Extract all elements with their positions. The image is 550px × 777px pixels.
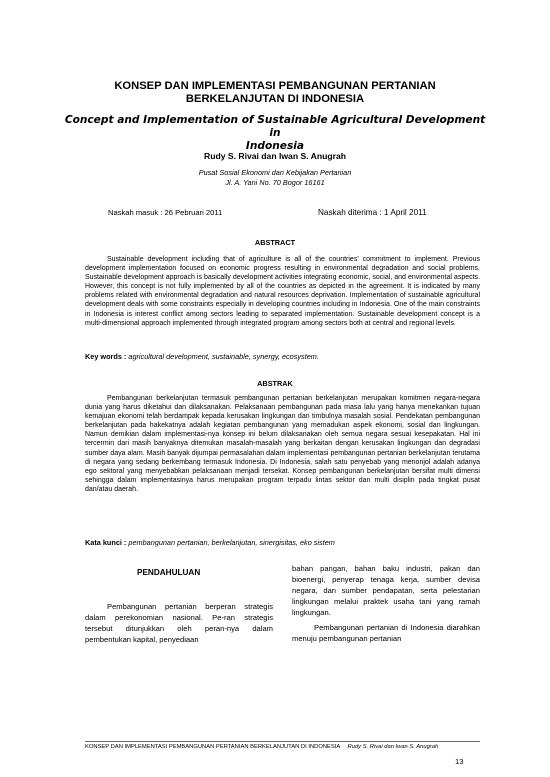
affiliation-line-1: Pusat Sosial Ekonomi dan Kebijakan Pertanian [198, 168, 352, 177]
abstrak-text [85, 394, 480, 494]
abstract-keywords [85, 352, 485, 361]
article-subtitle [60, 114, 490, 153]
article-subtitle-line-2: Indonesia [245, 140, 305, 152]
keywords-label: Key words : [85, 352, 127, 361]
received-date: Naskah masuk : 26 Pebruari 2011 [108, 208, 223, 217]
abstract-text [85, 255, 480, 328]
footer-author: Rudy S. Rivai dan Iwan S. Anugrah [347, 744, 439, 750]
kata-kunci-value: pembangunan pertanian, berkelanjutan, sinergisitas, eko sistem [128, 538, 335, 547]
intro-right-paragraph-1: bahan pangan, bahan baku industri, pakan dan bioenergi, penyerap tenaga kerja, sumber devisa negara, dan sumber pendapatan, serta pelestarian lingkungan melalui praktek usaha tani yang ramah lingkungan. [292, 564, 480, 617]
affiliation [60, 168, 490, 188]
abstrak-keywords [85, 538, 485, 547]
article-title-line-2: BERKELANJUTAN DI INDONESIA [185, 93, 365, 105]
page-number: 13 [455, 757, 464, 766]
authors: Rudy S. Rivai dan Iwan S. Anugrah [204, 151, 346, 161]
intro-right-paragraph-2 [292, 622, 480, 644]
intro-left-paragraph [85, 601, 273, 645]
article-title [60, 80, 490, 106]
section-heading-pendahuluan: PENDAHULUAN [137, 568, 201, 577]
article-subtitle-line-1: Concept and Implementation of Sustainable Agricultural Development in [64, 114, 486, 139]
running-footer [85, 744, 438, 750]
intro-right-column [292, 563, 480, 644]
abstrak-body: Pembangunan berkelanjutan termasuk pembangunan pertanian berkelanjutan merupakan komitmen negara-negara dunia yang harus diketahui dan dilaksanakan. Pelaksanaan pembangunan pada masa lalu yang hanya menekankan tujuan kemajuan ekonomi telah berdampak kepada kerusakan lingkungan dan timbulnya masalah sosial. Pendekatan pembangunan berkelanjutan pada hakekatnya adalah kegiatan pembangunan yang memadukan aspek ekonomi, sosial dan lingkungan. Namun demikian dalam implementasi-nya konsep ini belum dilaksanakan oleh semua negara sesuai kesepakatan. Hal ini tercermin dari masih banyaknya ditemukan masalah-masalah yang berkaitan dengan kerusakan lingkungan dan degradasi sumber daya alam. Masih banyak dijumpai permasalahan dalam implementasi pembangunan pertanian berkelanjutan terutama di negara yang sedang berkembang termasuk Indonesia. Di Indonesia, salah satu penyebab yang menonjol adalah adanya ego sektoral yang menyebabkan pelaksanaan menjadi tersekat. Konsep pembangunan berkelanjutan bersifat multi dimensi sehingga dalam implementasinya harus merupakan program terpadu lintas sektor dan multi disiplin pada tingkat pusat dan/atau daerah. [85, 395, 480, 493]
affiliation-line-2: Jl. A. Yani No. 70 Bogor 16161 [225, 178, 325, 187]
intro-right-text-2: Pembangunan pertanian di Indonesia diarahkan menuju pembangunan pertanian [292, 623, 480, 643]
abstrak-heading: ABSTRAK [257, 379, 293, 388]
abstract-heading: ABSTRACT [254, 238, 296, 247]
footer-rule [85, 741, 480, 742]
accepted-date: Naskah diterima : 1 April 2011 [318, 208, 427, 217]
intro-left-text: Pembangunan pertanian berperan strategis dalam perekonomian nasional. Pe-ran strategis tersebut ditunjukkan oleh peran-nya dalam pembentukan kapital, penyediaan [85, 602, 273, 644]
footer-title: KONSEP DAN IMPLEMENTASI PEMBANGUNAN PERTANIAN BERKELANJUTAN DI INDONESIA [85, 744, 340, 750]
article-title-line-1: KONSEP DAN IMPLEMENTASI PEMBANGUNAN PERTANIAN [114, 80, 436, 92]
intro-left-column [85, 601, 273, 645]
abstract-body: Sustainable development including that of agriculture is all of the countries' commitment to implement. Previous development implementation focused on economic progress resulting in environmental degradation and social problems. Sustainable development approach is basically development activities integrating economic, social, and environmental aspects. However, this concept is not fully implemented by all of the countries as depicted in the agreement. It is indicated by many problems related with environmental degradation and natural resources deprivation. Implementation of sustainable agricultural development deals with some constraints especially in developing countries including in Indonesia. One of the main constraints in Indonesia is interest conflict among sectors leading to separated implementation. Sustainable development concept is a multi-dimensional approach implemented through integrated program among sectors both at central and regional levels. [85, 256, 480, 327]
kata-kunci-label: Kata kunci : [85, 538, 127, 547]
keywords-value: agricultural development, sustainable, synergy, ecosystem. [128, 352, 319, 361]
